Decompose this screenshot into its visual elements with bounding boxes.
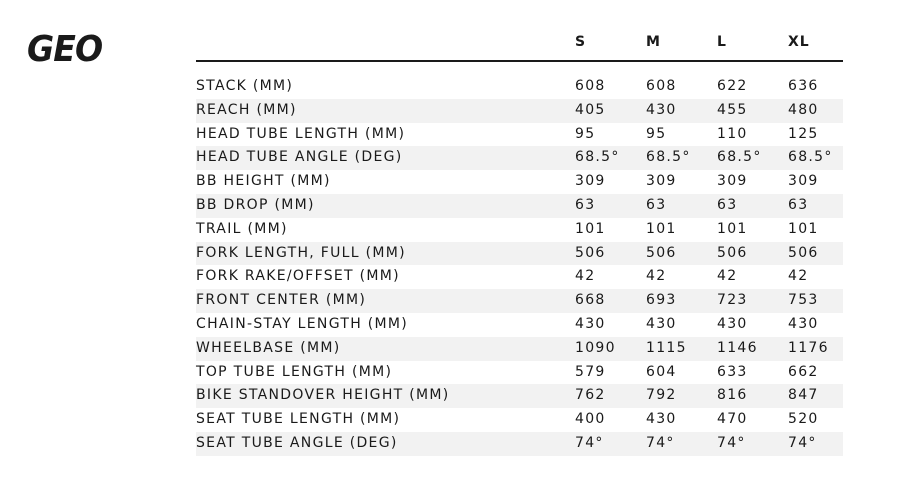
page-title: GEO xyxy=(27,29,103,70)
cell-xl: 309 xyxy=(788,173,819,190)
cell-m: 63 xyxy=(646,196,667,213)
cell-xl: 847 xyxy=(788,387,819,404)
table-row xyxy=(196,146,843,170)
table-row xyxy=(196,313,843,337)
cell-l: 42 xyxy=(717,268,738,285)
column-header-l: L xyxy=(717,34,727,50)
cell-m: 604 xyxy=(646,363,677,380)
cell-s: 506 xyxy=(575,244,606,261)
cell-xl: 430 xyxy=(788,315,819,332)
cell-m: 68.5° xyxy=(646,149,691,166)
table-row xyxy=(196,218,843,242)
cell-l: 816 xyxy=(717,387,748,404)
row-label: STACK (MM) xyxy=(196,78,294,94)
cell-m: 792 xyxy=(646,387,677,404)
cell-m: 430 xyxy=(646,101,677,118)
row-label: FORK RAKE/OFFSET (MM) xyxy=(196,268,400,285)
cell-xl: 753 xyxy=(788,292,819,309)
column-header-s: S xyxy=(575,34,587,50)
row-label: BIKE STANDOVER HEIGHT (MM) xyxy=(196,387,450,404)
table-row xyxy=(196,194,843,218)
row-label: HEAD TUBE LENGTH (MM) xyxy=(196,125,406,142)
cell-m: 608 xyxy=(646,78,677,94)
cell-l: 1146 xyxy=(717,339,758,356)
cell-xl: 506 xyxy=(788,244,819,261)
table-row xyxy=(196,289,843,313)
table-body xyxy=(196,75,843,456)
column-header-m: M xyxy=(646,34,661,50)
cell-s: 63 xyxy=(575,196,596,213)
cell-xl: 74° xyxy=(788,434,817,451)
row-label: TRAIL (MM) xyxy=(196,220,288,237)
table-row xyxy=(196,99,843,123)
table-row xyxy=(196,123,843,147)
cell-m: 506 xyxy=(646,244,677,261)
cell-l: 622 xyxy=(717,78,748,94)
table-header xyxy=(196,28,843,62)
table-row xyxy=(196,337,843,361)
cell-m: 1115 xyxy=(646,339,687,356)
row-label: CHAIN-STAY LENGTH (MM) xyxy=(196,315,409,332)
table-row xyxy=(196,432,843,456)
cell-xl: 1176 xyxy=(788,339,829,356)
cell-xl: 662 xyxy=(788,363,819,380)
cell-m: 42 xyxy=(646,268,667,285)
cell-xl: 63 xyxy=(788,196,809,213)
cell-s: 42 xyxy=(575,268,596,285)
cell-s: 405 xyxy=(575,101,606,118)
table-row xyxy=(196,170,843,194)
cell-m: 309 xyxy=(646,173,677,190)
cell-l: 455 xyxy=(717,101,748,118)
table-row xyxy=(196,242,843,266)
cell-l: 309 xyxy=(717,173,748,190)
cell-xl: 480 xyxy=(788,101,819,118)
table-row xyxy=(196,408,843,432)
row-label: BB DROP (MM) xyxy=(196,196,315,213)
row-label: FRONT CENTER (MM) xyxy=(196,292,367,309)
cell-s: 762 xyxy=(575,387,606,404)
cell-xl: 42 xyxy=(788,268,809,285)
cell-xl: 636 xyxy=(788,78,819,94)
cell-s: 101 xyxy=(575,220,606,237)
cell-xl: 68.5° xyxy=(788,149,833,166)
cell-l: 470 xyxy=(717,411,748,428)
cell-s: 68.5° xyxy=(575,149,620,166)
cell-xl: 101 xyxy=(788,220,819,237)
cell-s: 668 xyxy=(575,292,606,309)
cell-l: 110 xyxy=(717,125,748,142)
row-label: TOP TUBE LENGTH (MM) xyxy=(196,363,393,380)
table-row xyxy=(196,75,843,99)
row-label: REACH (MM) xyxy=(196,101,297,118)
row-label: SEAT TUBE LENGTH (MM) xyxy=(196,411,401,428)
table-row xyxy=(196,265,843,289)
cell-s: 1090 xyxy=(575,339,616,356)
cell-l: 506 xyxy=(717,244,748,261)
column-header-xl: XL xyxy=(788,34,810,50)
cell-l: 101 xyxy=(717,220,748,237)
row-label: WHEELBASE (MM) xyxy=(196,339,341,356)
cell-s: 309 xyxy=(575,173,606,190)
cell-l: 430 xyxy=(717,315,748,332)
cell-m: 95 xyxy=(646,125,667,142)
cell-l: 633 xyxy=(717,363,748,380)
cell-m: 430 xyxy=(646,411,677,428)
row-label: SEAT TUBE ANGLE (DEG) xyxy=(196,434,398,451)
cell-xl: 520 xyxy=(788,411,819,428)
cell-s: 430 xyxy=(575,315,606,332)
row-label: HEAD TUBE ANGLE (DEG) xyxy=(196,149,403,166)
cell-l: 63 xyxy=(717,196,738,213)
cell-l: 74° xyxy=(717,434,746,451)
cell-s: 400 xyxy=(575,411,606,428)
cell-m: 693 xyxy=(646,292,677,309)
geometry-table xyxy=(196,28,843,456)
cell-l: 723 xyxy=(717,292,748,309)
cell-s: 579 xyxy=(575,363,606,380)
table-row xyxy=(196,361,843,385)
cell-xl: 125 xyxy=(788,125,819,142)
cell-m: 430 xyxy=(646,315,677,332)
row-label: BB HEIGHT (MM) xyxy=(196,173,331,190)
table-row xyxy=(196,384,843,408)
cell-l: 68.5° xyxy=(717,149,762,166)
row-label: FORK LENGTH, FULL (MM) xyxy=(196,244,406,261)
cell-s: 95 xyxy=(575,125,596,142)
cell-s: 608 xyxy=(575,78,606,94)
cell-m: 74° xyxy=(646,434,675,451)
cell-m: 101 xyxy=(646,220,677,237)
cell-s: 74° xyxy=(575,434,604,451)
